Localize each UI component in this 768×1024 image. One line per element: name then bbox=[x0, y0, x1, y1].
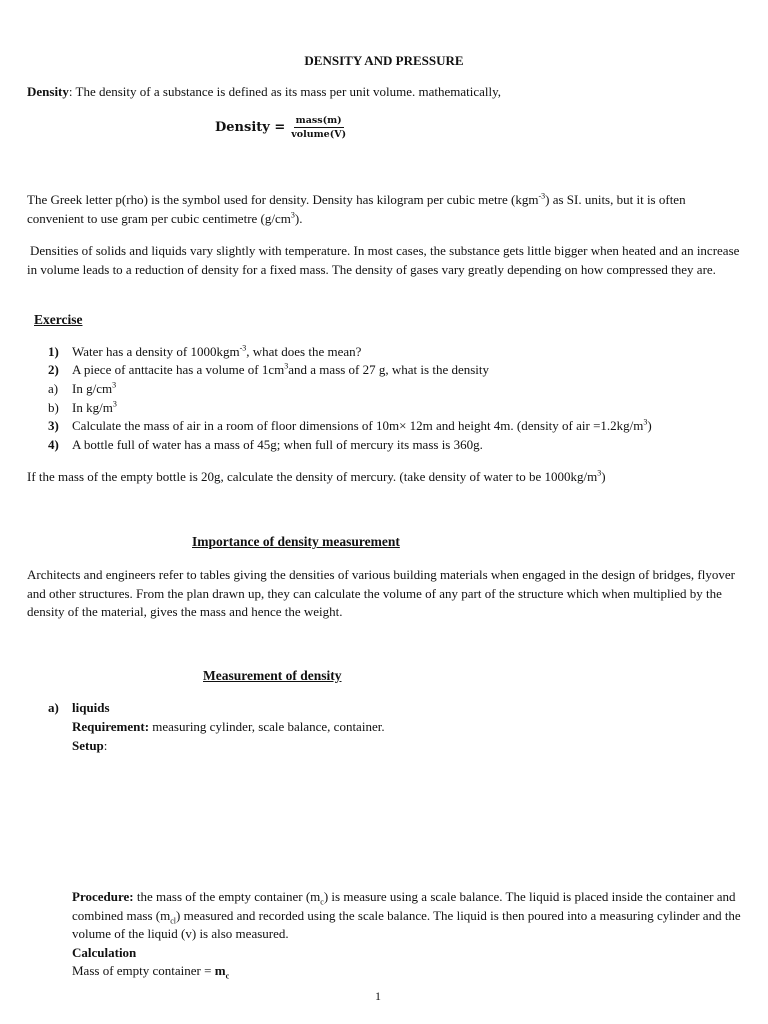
item-text: A piece of anttacite has a volume of 1cm bbox=[72, 362, 285, 377]
liquids-item bbox=[48, 700, 110, 716]
rho-sup-2: 3 bbox=[290, 210, 295, 220]
importance-paragraph: Architects and engineers refer to tables giving the densities of various building materials when engaged in the design of bridges, flyover and other structures. From the plan drawn up, they can calculate the volume of any part of the structure which when multiplied by the density of the material, gives the mass and hence the weight. bbox=[27, 567, 735, 619]
item-text-end: and a mass of 27 g, what is the density bbox=[288, 362, 490, 377]
requirement-text: measuring cylinder, scale balance, container. bbox=[149, 719, 385, 734]
rho-text-c: ). bbox=[294, 210, 303, 226]
setup-label: Setup bbox=[72, 738, 104, 753]
calculation-symbol: m bbox=[214, 963, 226, 978]
exercise-subitem bbox=[48, 380, 116, 398]
item-marker: b) bbox=[48, 400, 59, 415]
measurement-heading: Measurement of density bbox=[203, 668, 342, 683]
formula-lhs: Density = bbox=[215, 120, 286, 135]
item-marker: 1) bbox=[48, 344, 59, 359]
item-text-end: ) bbox=[647, 418, 652, 433]
requirement-line bbox=[72, 719, 385, 735]
exercise-item bbox=[48, 361, 489, 379]
formula-fraction bbox=[291, 115, 346, 140]
item-text-end: , what does the mean? bbox=[246, 344, 362, 359]
page-number: 1 bbox=[375, 989, 381, 1003]
setup-colon: : bbox=[103, 738, 108, 753]
liquids-marker: a) bbox=[48, 700, 59, 715]
item-marker: a) bbox=[48, 381, 59, 396]
density-term: Density bbox=[27, 84, 69, 99]
followup-text: If the mass of the empty bottle is 20g, calculate the density of mercury. (take density of water to be 1000kg/m bbox=[27, 469, 598, 484]
requirement-label: Requirement: bbox=[72, 719, 150, 734]
liquids-label: liquids bbox=[72, 700, 110, 715]
item-sup: -3 bbox=[239, 343, 247, 353]
rho-paragraph bbox=[27, 191, 742, 228]
importance-heading: Importance of density measurement bbox=[192, 534, 400, 549]
item-sup: 3 bbox=[284, 361, 289, 371]
procedure-text-3: ) measured and recorded using the scale balance. The liquid is then poured into a measuring cylinder and the volume of the liquid (v) is also measured. bbox=[72, 907, 741, 941]
rho-text-b: ) as SI. units, but it is often convenient to use gram per cubic centimetre (g/cm bbox=[27, 192, 686, 226]
item-marker: 4) bbox=[48, 437, 59, 452]
exercise-item bbox=[48, 436, 483, 454]
item-text: A bottle full of water has a mass of 45g; when full of mercury its mass is 360g. bbox=[72, 437, 483, 452]
procedure-sub-2: cl bbox=[170, 916, 176, 926]
exercise-followup bbox=[27, 468, 742, 487]
item-marker: 2) bbox=[48, 362, 59, 377]
density-definition-text: : The density of a substance is defined as its mass per unit volume. mathematically, bbox=[68, 84, 502, 99]
item-text: In kg/m bbox=[72, 400, 113, 415]
rho-sup-1: -3 bbox=[538, 191, 546, 201]
procedure-text-1: the mass of the empty container (m bbox=[133, 889, 321, 904]
calculation-sub: c bbox=[225, 971, 230, 981]
rho-text-a: The Greek letter p(rho) is the symbol used for density. Density has kilogram per cubic metre (kgm bbox=[27, 192, 539, 207]
followup-sup: 3 bbox=[597, 468, 602, 478]
followup-text-end: ) bbox=[601, 469, 606, 484]
density-formula bbox=[215, 115, 346, 140]
formula-numerator: mass(m) bbox=[295, 115, 342, 126]
item-text: Calculate the mass of air in a room of floor dimensions of 10m× 12m and height 4m. (density of air =1.2kg/m bbox=[72, 418, 644, 433]
item-marker: 3) bbox=[48, 418, 59, 433]
item-sup: 3 bbox=[643, 417, 648, 427]
exercise-item bbox=[48, 417, 652, 435]
temperature-paragraph: Densities of solids and liquids vary slightly with temperature. In most cases, the substance gets little bigger when heated and an increase in volume leads to a reduction of density for a fixed mass. The density of gases vary greatly depending on how compressed they are. bbox=[27, 243, 740, 277]
setup-line bbox=[72, 738, 107, 754]
calculation-text: Mass of empty container = bbox=[72, 963, 215, 978]
item-sup: 3 bbox=[112, 399, 117, 409]
exercise-heading: Exercise bbox=[34, 312, 83, 327]
exercise-item bbox=[48, 343, 361, 361]
procedure-text-2: ) is measure using a scale balance. The liquid is placed inside the container and combined mass (m bbox=[72, 889, 736, 923]
item-sup: 3 bbox=[112, 380, 117, 390]
procedure-paragraph bbox=[72, 888, 742, 944]
exercise-subitem bbox=[48, 399, 117, 417]
procedure-label: Procedure: bbox=[72, 889, 134, 904]
item-text: In g/cm bbox=[72, 381, 113, 396]
density-definition bbox=[27, 83, 742, 102]
formula-denominator: volume(V) bbox=[291, 129, 347, 140]
item-text: Water has a density of 1000kgm bbox=[72, 344, 240, 359]
calculation-line bbox=[72, 963, 229, 979]
procedure-sub-1: c bbox=[320, 897, 324, 907]
calculation-label: Calculation bbox=[72, 945, 137, 960]
page-title: DENSITY AND PRESSURE bbox=[304, 53, 464, 68]
